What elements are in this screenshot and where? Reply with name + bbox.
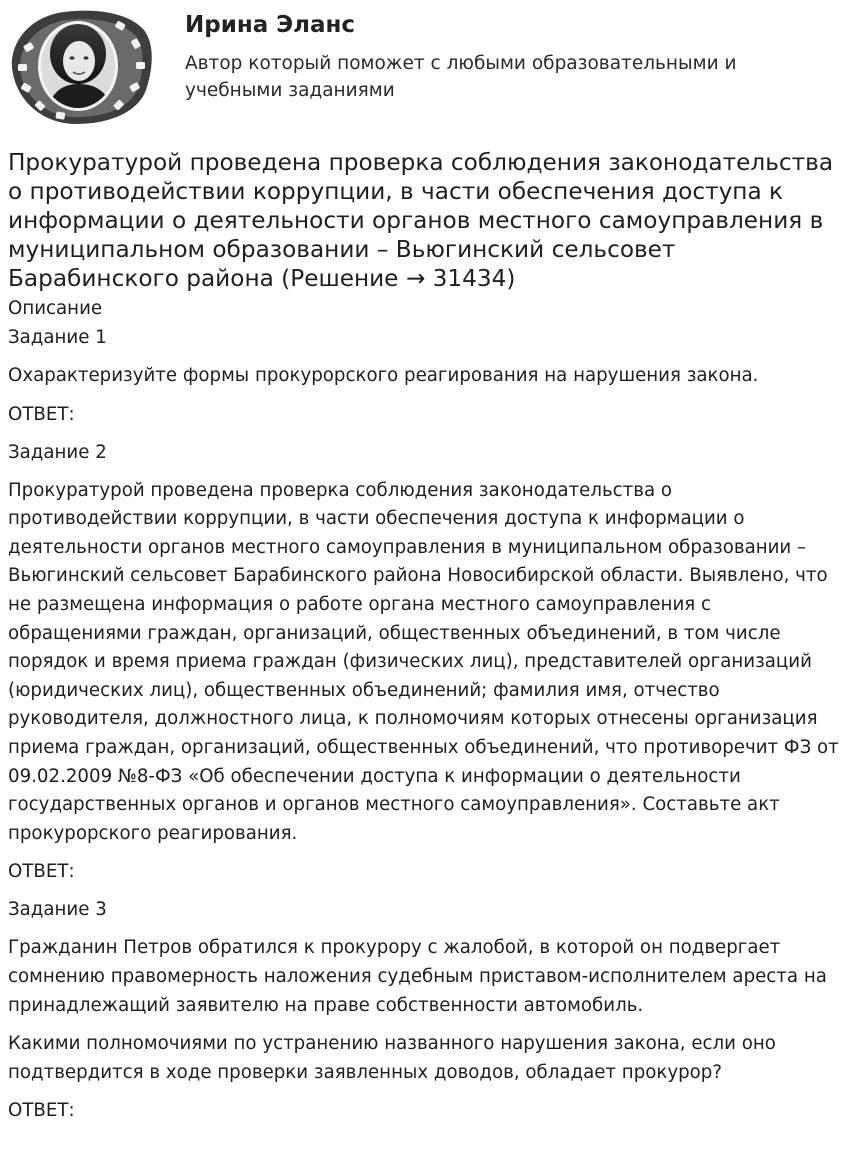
task-3-paragraph-1: Гражданин Петров обратился к прокурору с жалобой, в которой он подвергает сомнению правомерность наложения судебным приставом-исполнителем ареста на принадлежащий заявителю на праве собственности автомобиль. (8, 937, 827, 1016)
task-2-label: Задание 2 (8, 441, 107, 463)
page-title: Прокуратурой проведена проверка соблюдения законодательства о противодействии коррупции, в части обеспечения доступа к информации о деятельности органов местного самоуправления в муниципальном образовании – Вьюгинский сельсовет Барабинского района (Решение → 31434) (8, 149, 834, 292)
description-label: Описание (8, 298, 103, 319)
author-name[interactable]: Ирина Эланс (185, 12, 356, 38)
task-1-paragraph: Охарактеризуйте формы прокурорского реагирования на нарушения закона. (8, 365, 759, 386)
task-2-paragraph: Прокуратурой проведена проверка соблюдения законодательства о противодействии коррупции, в части обеспечения доступа к информации о деятельности органов местного самоуправления в муниципальном образовании – Вьюгинский сельсовет Барабинского района Новосибирской области. Выявлено, что не размещена информация о работе органа местного самоуправления с обращениями граждан, организаций, общественных объединений, в том числе порядок и время приема граждан (физических лиц), представителей организаций (юридических лиц), общественных объединений; фамилия имя, отчество руководителя, должностного лица, к полномочиям которых отнесены организация приема граждан, организаций, общественных объединений, что противоречит ФЗ от 09.02.2009 №8-ФЗ «Об обеспечении доступа к информации о деятельности государственных органов и органов местного самоуправления». Составьте акт прокурорского реагирования. (8, 479, 839, 844)
author-avatar[interactable] (6, 6, 154, 128)
article (8, 148, 840, 1125)
task-1-answer-label: ОТВЕТ: (8, 403, 75, 425)
task-3-answer-label: ОТВЕТ: (8, 1100, 75, 1122)
author-block (0, 0, 847, 135)
task-1-label: Задание 1 (8, 327, 107, 348)
task-3-paragraph-2: Какими полномочиями по устранению названного нарушения закона, если оно подтвердится в ходе проверки заявленных доводов, обладает прокурор? (8, 1033, 776, 1083)
task-3-label: Задание 3 (8, 899, 107, 921)
film-reel-portrait-icon (6, 6, 154, 128)
author-description: Автор который поможет с любыми образовательными и учебными заданиями (185, 53, 737, 101)
task-2-answer-label: ОТВЕТ: (8, 861, 75, 883)
